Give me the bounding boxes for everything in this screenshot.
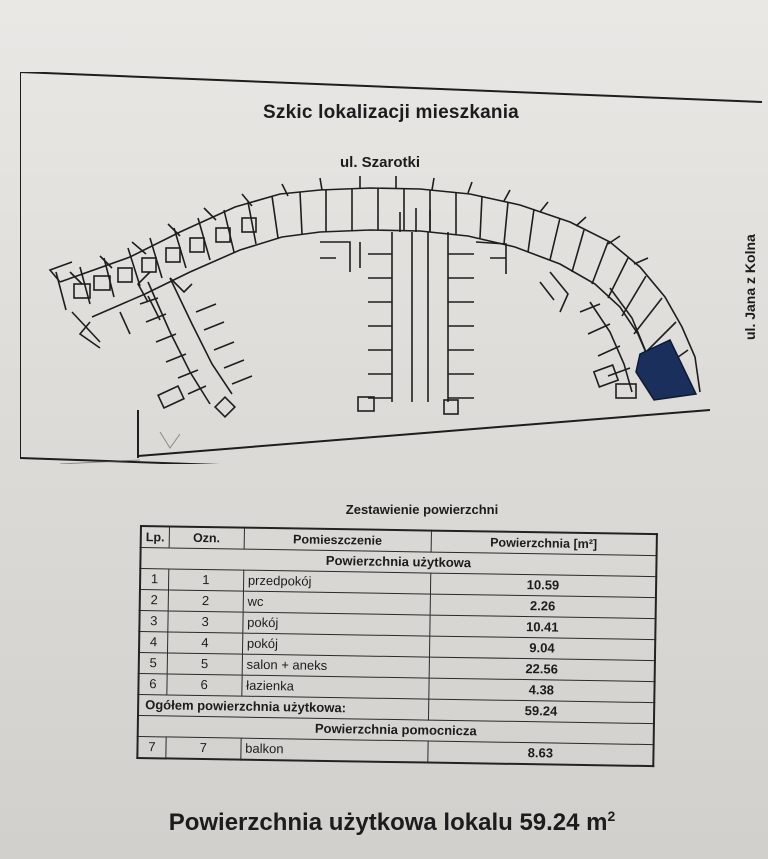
left-wing — [138, 272, 252, 417]
row-ozn: 7 — [166, 737, 241, 760]
area-table — [136, 525, 658, 767]
row-lp: 4 — [139, 632, 168, 653]
row-lp: 3 — [139, 611, 168, 632]
sketch-title: Szkic lokalizacji mieszkania — [263, 102, 519, 123]
row-ozn: 4 — [167, 632, 242, 654]
row-room: pokój — [242, 633, 429, 657]
row-room: balkon — [241, 738, 428, 762]
summary-text: Powierzchnia użytkowa lokalu 59.24 m — [168, 809, 608, 836]
row-ozn: 3 — [168, 611, 243, 633]
street-label-top: ul. Szarotki — [340, 154, 421, 171]
row-room: salon + aneks — [242, 654, 429, 678]
area-table-container — [136, 525, 658, 767]
building-floorplan — [50, 176, 700, 397]
row-room: pokój — [243, 612, 430, 636]
section-usable-label: Powierzchnia użytkowa — [140, 548, 656, 577]
street-label-right: ul. Jana z Kolna — [742, 234, 758, 340]
row-lp: 6 — [138, 673, 167, 694]
row-lp: 7 — [137, 736, 166, 758]
header-lp: Lp. — [141, 526, 170, 548]
row-ozn: 6 — [167, 674, 242, 696]
row-area: 4.38 — [429, 678, 655, 703]
row-room: wc — [243, 591, 430, 615]
row-area: 2.26 — [430, 594, 656, 619]
row-lp: 5 — [139, 653, 168, 674]
row-lp: 1 — [140, 569, 169, 590]
row-ozn: 2 — [168, 590, 243, 612]
row-room: przedpokój — [243, 570, 430, 594]
total-value: 59.24 — [428, 699, 654, 724]
row-room: łazienka — [242, 675, 429, 699]
row-area: 10.59 — [430, 573, 656, 598]
row-area: 22.56 — [429, 657, 655, 682]
row-ozn: 1 — [168, 569, 243, 591]
header-area: Powierzchnia [m²] — [431, 531, 657, 556]
total-label: Ogółem powierzchnia użytkowa: — [138, 694, 429, 720]
usable-area-summary — [0, 808, 768, 837]
header-room: Pomieszczenie — [244, 528, 431, 552]
summary-unit-exponent: 2 — [607, 808, 616, 824]
row-area: 9.04 — [429, 636, 655, 661]
right-wing — [540, 272, 656, 398]
row-ozn: 5 — [167, 653, 242, 675]
location-sketch — [20, 72, 762, 464]
header-ozn: Ozn. — [169, 526, 244, 549]
sketch-frame — [20, 72, 762, 464]
row-area: 10.41 — [430, 615, 656, 640]
row-lp: 2 — [140, 590, 169, 611]
table-title: Zestawienie powierzchni — [345, 502, 499, 517]
row-area: 8.63 — [428, 741, 654, 766]
section-auxiliary-label: Powierzchnia pomocnicza — [138, 715, 654, 744]
